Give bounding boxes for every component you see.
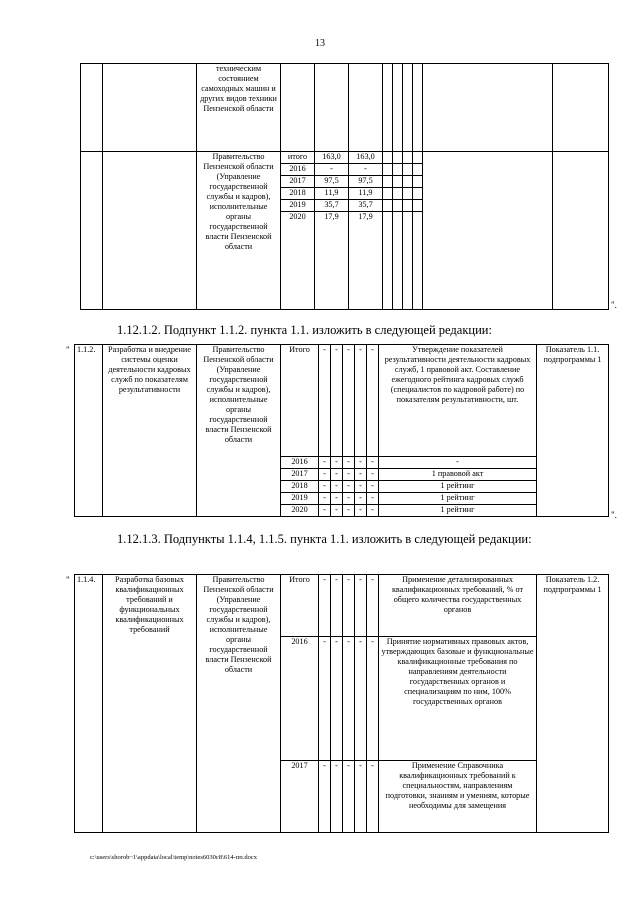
indicator: Показатель 1.2. подпрограммы 1 (537, 575, 609, 833)
item-number: 1.1.2. (75, 345, 103, 517)
year-cell: итого (281, 152, 315, 164)
value-cell: 11,9 (315, 188, 349, 200)
measure-name: Разработка базовых квалификационных требований и функциональных квалификационных требований (103, 575, 197, 833)
item-number: 1.1.4. (75, 575, 103, 833)
year-cell: 2016 (281, 164, 315, 176)
table-subitem-1-1-4: 1.1.4. Разработка базовых квалификационных требований и функциональных квалификационных требований Правительство Пензенской области (Управление государственной службы и кадров), исполнительные органы государственной власти Пензенской области Итого - - - - - Применение детализированных квалификационных требований, % от общего количества государственных органов Показатель 1.2. подпрограммы 1 2016 - - - - - Принятие нормативных правовых актов, утверждающих базовые и функциональные квалификационные требования по направлениям деятельности государственных органов и специализациям по ним, 100% государственных органов 2017 - - - - - Применение Справочника квалификационных требований к специальностям, направлениям подготовки, знаниям и умениям, которые необходимы для замещения (74, 574, 609, 833)
measure-name: Разработка и внедрение системы оценки деятельности кадровых служб по показателям результативности (103, 345, 197, 517)
value-cell: 17,9 (315, 212, 349, 310)
value-cell: 163,0 (315, 152, 349, 164)
year-cell: Итого (281, 345, 319, 457)
footer-file-path: c:\users\shorob~1\appdata\local\temp\notes6030c8\614-пп.docx (90, 854, 257, 861)
value-cell: 11,9 (349, 188, 383, 200)
value-cell: 97,5 (315, 176, 349, 188)
indicator: Показатель 1.1. подпрограммы 1 (537, 345, 609, 517)
opening-quote: " (66, 345, 70, 355)
table-continuation (80, 63, 609, 310)
executor: Правительство Пензенской области (Управление государственной службы и кадров), исполнительные органы государственной власти Пензенской области (197, 345, 281, 517)
value-cell: - (349, 164, 383, 176)
year-cell: 2017 (281, 176, 315, 188)
section-heading-1-12-1-3: 1.12.1.3. Подпункты 1.1.4, 1.1.5. пункта 1.1. изложить в следующей редакции: (117, 532, 532, 546)
measure-name-tail: техническим состоянием самоходных машин и других видов техники Пензенской области (197, 64, 281, 152)
table-subitem-1-1-2: 1.1.2. Разработка и внедрение системы оценки деятельности кадровых служб по показателям результативности Правительство Пензенской области (Управление государственной службы и кадров), исполнительные органы государственной власти Пензенской области Итого - - - - - Утверждение показателей результативности деятельности кадровых служб, 1 правовой акт. Составление ежегодного рейтинга кадровых служб (специалистов по кадровой работе) по показателям результативности, шт. Показатель 1.1. подпрограммы 1 2016 - - - - - - 2017 - - - - - 1 правовой акт 2018 - - - - - 1 рейтинг 2019 - - - - - 1 рейтинг 2020 - - - - - 1 рейтинг (74, 344, 609, 517)
value-cell: 97,5 (349, 176, 383, 188)
executor: Правительство Пензенской области (Управление государственной службы и кадров), исполнительные органы государственной власти Пензенской области (197, 152, 281, 310)
year-cell: 2020 (281, 212, 315, 310)
result-cell: Применение детализированных квалификационных требований, % от общего количества государственных органов (379, 575, 537, 637)
closing-quote: ". (611, 510, 617, 520)
result-cell: Принятие нормативных правовых актов, утверждающих базовые и функциональные квалификационные требования по направлениям деятельности государственных органов и специализациям по ним, 100% государственных органов (379, 637, 537, 761)
value-cell: 35,7 (315, 200, 349, 212)
opening-quote: " (66, 575, 70, 585)
closing-quote: ". (611, 300, 617, 310)
value-cell: 163,0 (349, 152, 383, 164)
year-cell: 2019 (281, 200, 315, 212)
value-cell: - (315, 164, 349, 176)
executor: Правительство Пензенской области (Управление государственной службы и кадров), исполнительные органы государственной власти Пензенской области (197, 575, 281, 833)
result-cell: Применение Справочника квалификационных требований к специальностям, направлениям подготовки, знаниям и умениям, которые необходимы для замещения (379, 761, 537, 833)
result-total: Утверждение показателей результативности деятельности кадровых служб, 1 правовой акт. Составление ежегодного рейтинга кадровых служб (специалистов по кадровой работе) по показателям результативности, шт. (379, 345, 537, 457)
page-number: 13 (315, 38, 325, 49)
year-cell: 2018 (281, 188, 315, 200)
section-heading-1-12-1-2: 1.12.1.2. Подпункт 1.1.2. пункта 1.1. изложить в следующей редакции: (117, 323, 492, 337)
value-cell: 17,9 (349, 212, 383, 310)
value-cell: 35,7 (349, 200, 383, 212)
